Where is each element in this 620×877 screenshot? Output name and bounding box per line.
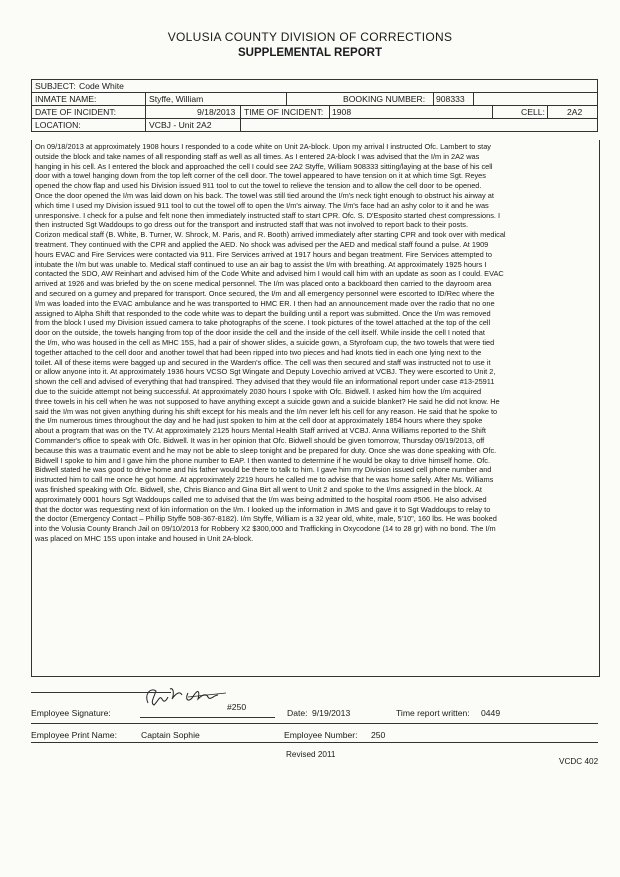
- narrative-box: [31, 140, 600, 677]
- divider: [492, 106, 493, 118]
- cell-label: CELL:: [521, 107, 545, 117]
- form-code: VCDC 402: [559, 757, 599, 766]
- narrative-line: On 09/18/2013 at approximately 1908 hours I responded to a code white on Unit 2A-block. Upon my arrival I instructed Ofc. Lambert to stay: [35, 142, 492, 151]
- narrative-line: opened the chow flap and used his Division issued 911 tool to cut the towel to relieve the tension and to allow the cell door to be opened.: [35, 181, 482, 191]
- inmate-name-value: Styffe, William: [149, 94, 204, 104]
- divider-line: [31, 723, 598, 724]
- date-of-incident-value: 9/18/2013: [197, 107, 236, 117]
- narrative-line: three towels in his cell when he was not supposed to have anything except a suicide gown and a suicide blanket? He said he did not know. He: [35, 396, 500, 406]
- narrative-line: was placed on MHC 15S upon intake and housed in Unit 2A-block.: [35, 534, 254, 543]
- narrative-line: hanging in his cell. As I entered the block and approached the cell I could see 2A2 Styffe, William 908333 sitting/laying at the base of his cell: [35, 161, 493, 171]
- divider: [145, 106, 146, 118]
- narrative-line: door on the outside, the towels hanging from top of the door inside the cell and the inside of the cell itself. While inside the cell I noted that: [35, 328, 485, 338]
- signature-employee-number: #250: [227, 702, 247, 712]
- narrative-line: was finished speaking with Ofc. Bidwell, she, Chris Bianco and Gina Birt all went to Unit 2 and spoke to the I/ms assigned in the block. At: [35, 485, 482, 494]
- print-name-label: Employee Print Name:: [31, 730, 117, 740]
- location-value: VCBJ - Unit 2A2: [149, 120, 212, 130]
- narrative-line: arrived at 1926 and was briefed by the on scene medical personnel. The I/m was placed onto a backboard then carried to the dayroom area: [35, 279, 492, 289]
- location-label: LOCATION:: [35, 120, 81, 130]
- date-value: 9/19/2013: [312, 708, 351, 718]
- incident-row: [31, 106, 598, 119]
- narrative-line: instructed him to call me once he got home. At approximately 2219 hours he called me to advise that he was home safely. After Ms. Williams: [35, 475, 494, 485]
- narrative-line: the I/m numerous times throughout the day and he had just spoken to him at the cell door at approximately 1854 hours where they spoke: [35, 416, 483, 426]
- subject-row: [31, 80, 598, 93]
- divider: [286, 93, 287, 105]
- narrative-line: outside the block and take names of all responding staff as well as all times. As I entered 2A-block I was advised that the I/m in 2A2 was: [35, 151, 480, 161]
- booking-number-value: 908333: [436, 94, 465, 104]
- subject-label: SUBJECT:: [35, 81, 76, 91]
- cell-value: 2A2: [567, 107, 583, 117]
- narrative-line: toilet. All of these items were bagged up and secured in the Warden's office. The cell was then secured and staff was instructed not to use it: [35, 357, 491, 367]
- print-name-value: Captain Sophie: [141, 730, 200, 740]
- divider: [547, 106, 548, 118]
- narrative-line: into the Volusia County Branch Jail on 09/10/2013 for Robbery X2 $300,000 and Trafficking in Oxycodone (14 to 28 gr) with no bond. The I/m: [35, 524, 496, 534]
- narrative-line: hours EVAC and Fire Services were contacted via 911. Fire Services arrived at 1917 hours and began treatment. Fire Services attempted to: [35, 249, 492, 259]
- time-of-incident-label: TIME OF INCIDENT:: [244, 107, 324, 117]
- location-row: [31, 119, 598, 132]
- booking-number-label: BOOKING NUMBER:: [343, 94, 426, 104]
- time-of-incident-value: 1908: [332, 107, 352, 117]
- narrative-line: shown the cell and advised of everything that had transpired. They advised that they would file an informational report under case #13-25911: [35, 377, 495, 387]
- divider: [329, 106, 330, 118]
- narrative-line: Bidwell I spoke to him and I gave him the phone number to EAP. I then wanted to determine if he would be okay to drive himself home. Ofc.: [35, 455, 491, 465]
- inmate-row: [31, 93, 598, 106]
- narrative-line: that the doctor was requesting next of kin information on the I/m. I looked up the information in JMS and gave it to Sgt Waddoups to relay to: [35, 504, 491, 514]
- narrative-line: or allow anyone into it. At approximately 1936 hours VCSO Sgt Wingate and Deputy Lovechio arrived at VCBJ. They were escorted to Unit 2,: [35, 367, 496, 377]
- narrative-line: unresponsive. I check for a pulse and felt none then immediately instructed staff to start CPR. Ofc. S. D'Esposito started chest compressions. I: [35, 210, 501, 220]
- narrative-line: because this was a traumatic event and he may not be able to sleep tonight and be prepared for duty. Once she was done speaking with Ofc.: [35, 445, 497, 455]
- agency-title: VOLUSIA COUNTY DIVISION OF CORRECTIONS: [167, 30, 453, 44]
- time-written-value: 0449: [481, 708, 501, 718]
- divider: [240, 119, 241, 131]
- report-type-title: SUPPLEMENTAL REPORT: [238, 47, 382, 59]
- narrative-line: treatment. They continued with the CPR and applied the AED. No shock was advised per the AED and medical staff found a pulse. At 1909: [35, 240, 489, 249]
- divider-line: [31, 742, 598, 743]
- narrative-line: the I/m, who was housed in the cell as MHC 15S, had a pair of shower slides, a suicide gown, a Styrofoam cup, the two towels that were tied: [35, 338, 495, 347]
- narrative-line: then instructed Sgt Waddoups to go dress out for the transport and instructed staff that was not involved to report back to their posts.: [35, 220, 469, 230]
- date-of-incident-label: DATE OF INCIDENT:: [35, 107, 117, 117]
- rule-line: [31, 692, 171, 693]
- narrative-line: I/m was loaded into the EVAC ambulance and he was transported to HMC ER. I then had an announcement made over the radio that no one: [35, 298, 495, 308]
- revision-label: Revised 2011: [286, 750, 336, 759]
- narrative-line: the doctor (Emergency Contact – Phillip Styffe 508-367-8182). I/m Styffe, William is a 32 year old, white, male, 5'10", 160 lbs. He was booked: [35, 514, 497, 524]
- narrative-line: Corizon medical staff (B. White, B. Turner, W. Shrock, M. Paris, and R. Booth) arrived immediately after starting CPR and took over with medical: [35, 230, 506, 240]
- divider: [473, 93, 474, 105]
- narrative-line: from the block I used my Division issued camera to take photographs of the scene. I took pictures of the towel attached at the top of the cell: [35, 318, 491, 328]
- divider: [145, 93, 146, 105]
- narrative-line: assigned to Alpha Shift that responded to the code white was to depart the building until a report was submitted. Once the I/m was removed: [35, 308, 491, 318]
- employee-signature-label: Employee Signature:: [31, 708, 111, 718]
- narrative-line: contacted the SDO, AW Reinhart and advised him of the Code White and advised him I would call him with an update as soon as I could. EVAC: [35, 269, 504, 279]
- divider: [240, 106, 241, 118]
- narrative-line: Once the door opened the I/m was laid down on his back. The towel was still tied around the I/m's neck tight enough to obstruct his airway at: [35, 191, 494, 200]
- inmate-name-label: INMATE NAME:: [35, 94, 97, 104]
- narrative-line: door with a towel hanging down from the top left corner of the cell door. The towel appeared to have tension on it at which time Sgt. Reyes: [35, 171, 486, 181]
- narrative-line: which time I used my Division issued 911 tool to cut the towel off to open the I/m's airway. The I/m's face had an ashy color to it and he was: [35, 200, 489, 210]
- narrative-line: about a program that was on the TV. At approximately 2125 hours Mental Health Staff arrived at VCBJ. Anna Williams reported to the Shift: [35, 426, 486, 436]
- narrative-line: Bidwell stated he was good to drive home and his father would be there to talk to him. I gave him my Division issued cell phone number and: [35, 465, 492, 475]
- report-form: [31, 79, 598, 132]
- signature-line: [140, 717, 275, 718]
- time-written-label: Time report written:: [396, 708, 470, 718]
- date-label: Date:: [287, 708, 308, 718]
- narrative-line: together attached to the cell door and another towel that had been ripped into two pieces and had knots tied in each one lying next to the: [35, 347, 482, 357]
- subject-value: Code White: [79, 81, 124, 91]
- narrative-line: due to the suicide attempt not being successful. At approximately 2030 hours I spoke with Ofc. Bidwell. I asked him how the I/m acquired: [35, 387, 482, 396]
- narrative-line: and secured on a gurney and prepared for transport. Once secured, the I/m and all emergency personnel were escorted to ID/Rec where the: [35, 289, 495, 298]
- divider: [433, 93, 434, 105]
- narrative-line: Commander's office to speak with Ofc. Bidwell. It was in her opinion that Ofc. Bidwell should be given tomorrow, Thursday 09/19/2013, off: [35, 436, 485, 445]
- narrative-line: intubate the I/m but was unable to. Medical staff continued to use an air bag to assist the I/m with breathing. At approximately 1925 hours I: [35, 259, 487, 269]
- employee-number-label: Employee Number:: [284, 730, 358, 740]
- employee-number-value: 250: [371, 730, 386, 740]
- divider: [145, 119, 146, 131]
- narrative-line: said the I/m was not given anything during his shift except for his meals and the I/m never left his cell for any reason. He said that he spoke to: [35, 406, 498, 416]
- narrative-line: approximately 0001 hours Sgt Waddoups called me to advised that the I/m was being admitted to the hospital room #506. He also advised: [35, 494, 487, 504]
